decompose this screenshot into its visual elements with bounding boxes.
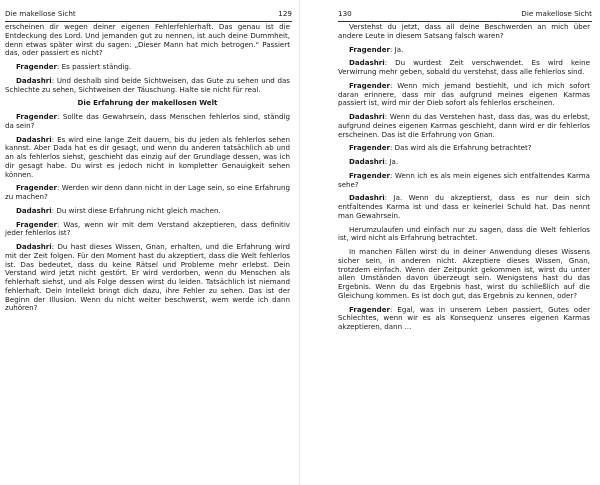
paragraph (338, 248, 590, 301)
paragraph (338, 59, 590, 77)
paragraph-text: : Egal, was in unserem Leben passiert, Gutes oder Schlechtes, wenn wir es als Konsequenz unseres eigenen Karmas akzeptieren, dann … (338, 304, 590, 331)
paragraph (338, 306, 590, 332)
speaker-label: Fragender (349, 80, 391, 90)
speaker-label: Fragender (16, 62, 58, 71)
paragraph (5, 184, 290, 202)
paragraph-text: : Sollte das Gewahrsein, dass Menschen fehlerlos sind, ständig da sein? (5, 112, 290, 130)
speaker-label: Dadashri (349, 157, 385, 166)
speaker-label: Dadashri (16, 75, 52, 85)
paragraph (338, 23, 590, 41)
right-header-title: Die makellose Sicht (521, 9, 592, 18)
paragraph (5, 243, 290, 313)
paragraph-text: : Das wird als die Erfahrung betrachtet? (390, 143, 532, 153)
right-page-number: 130 (338, 9, 352, 18)
paragraph (5, 221, 290, 239)
speaker-label: Fragender (349, 143, 391, 153)
paragraph (5, 63, 290, 72)
section-heading: Die Erfahrung der makellosen Welt (77, 98, 218, 108)
paragraph-text: : Wenn mich jemand bestiehlt, und ich mich sofort daran erinnere, dass mir das aufgrund meines eigenen Karmas passiert ist, wird mir der Dieb sofort als fehlerlos erscheinen. (338, 80, 590, 108)
paragraph-text: erscheinen dir wegen deiner eigenen Fehlerfehlerhaft. Das genau ist die Entdeckung des Lord. Und jemanden gut zu nennen, ist auch deine Dummheit, denn etwas später wirst du sagen: „Dieser Mann hat mich betrogen.“ Passiert das, oder passiert es nicht? (5, 22, 290, 58)
paragraph-text: : Und deshalb sind beide Sichtweisen, das Gute zu sehen und das Schlechte zu sehen, Sichtweisen der Täuschung. Halte sie nicht für real. (5, 75, 290, 94)
paragraph (338, 113, 590, 139)
paragraph (5, 207, 290, 216)
left-header-title: Die makellose Sicht (5, 9, 76, 18)
paragraph-text: : Du hast dieses Wissen, Gnan, erhalten, und die Erfahrung wird mit der Zeit folgen. Für den Moment hast du akzeptiert, dass die Welt fehlerlos ist. Das bedeutet, dass du keine Rätsel und Probleme mehr erlebst. Dein Verstand wird jetzt nicht gestört. Er wird verdorben, wenn du Menschen als fehlerhaft siehst, und als Folge dessen wirst du leiden. Tatsächlich ist niemand fehlerhaft. Dein Intellekt bringt dich dazu, ihre Fehler zu sehen. Das ist der Beginn der Illusion. Wenn du nicht weiter beschwerst, wem werde ich dann zuhören? (5, 242, 290, 313)
left-body-text (5, 23, 290, 318)
paragraph-text: : Ja. (384, 157, 399, 166)
paragraph-text: : Wenn du das Verstehen hast, dass das, was du erlebst, aufgrund deines eigenen Karmas geschieht, dann wird er dir fehlerlos erscheinen. Das ist die Erfahrung von Gnan. (338, 112, 590, 139)
right-body-text (338, 23, 590, 337)
speaker-label: Dadashri (349, 193, 385, 203)
paragraph (338, 158, 590, 167)
paragraph-text: : Es wird eine lange Zeit dauern, bis du jeden als fehlerlos sehen kannst. Aber Dada hat es dir gesagt, und wenn du anderen tatsächlich ab und an als fehlerlos siehst, geschieht das einzig auf der Grundlage dessen, was ich dir gesagt habe. Du wirst es jedoch nicht in kompletter Genauigkeit sehen können. (5, 134, 290, 179)
paragraph-text: In manchen Fällen wirst du in deiner Anwendung dieses Wissens sicher sein, in anderen nicht. Akzeptiere dieses Wissen, Gnan, trotzdem einfach. Wenn der Zeitpunkt gekommen ist, wirst du unter allen Umständen davon überzeugt sein. Wenigstens hast du das Ergebnis. Wenn du das Ergebnis hast, wirst du schließlich auf die Gleichung kommen. Es ist doch gut, das Ergebnis zu kennen, oder? (338, 247, 590, 300)
speaker-label: Fragender (349, 304, 391, 314)
paragraph-text: : Du wirst diese Erfahrung nicht gleich machen. (51, 205, 221, 215)
paragraph-text: : Ja. (390, 44, 404, 54)
left-running-header (5, 8, 292, 20)
speaker-label: Dadashri (16, 205, 52, 215)
paragraph (338, 46, 590, 55)
speaker-label: Fragender (349, 170, 391, 180)
paragraph (338, 226, 590, 244)
paragraph-text: : Ja. Wenn du akzeptierst, dass es nur dein sich entfaltendes Karma ist und dass er keinerlei Schuld hat. Das nennt man Gewahrsein. (338, 193, 590, 220)
left-page-number: 129 (278, 9, 292, 18)
speaker-label: Dadashri (349, 112, 385, 121)
paragraph-text: : Du wurdest Zeit verschwendet. Es wird keine Verwirrung mehr geben, sobald du verstehst, dass alle fehlerlos sind. (338, 58, 590, 76)
paragraph (338, 144, 590, 153)
speaker-label: Dadashri (16, 242, 52, 251)
paragraph-text: Verstehst du jetzt, dass all deine Beschwerden an mich über andere Leute in diesem Satsang falsch waren? (338, 22, 590, 40)
speaker-label: Dadashri (16, 134, 52, 144)
right-page (300, 0, 600, 485)
paragraph-text: : Es passiert ständig. (57, 62, 132, 71)
speaker-label: Dadashri (349, 58, 385, 68)
paragraph-text: : Was, wenn wir mit dem Verstand akzeptieren, dass definitiv jeder fehlerlos ist? (5, 219, 290, 238)
right-running-header (338, 8, 592, 20)
paragraph (338, 82, 590, 108)
paragraph-text: Herumzulaufen und einfach nur zu sagen, dass die Welt fehlerlos ist, wird nicht als Erfahrung betrachtet. (338, 224, 590, 243)
paragraph (5, 77, 290, 95)
paragraph (338, 194, 590, 220)
paragraph (5, 23, 290, 58)
speaker-label: Fragender (349, 44, 391, 54)
speaker-label: Fragender (16, 112, 58, 121)
paragraph-text: : Werden wir denn dann nicht in der Lage sein, so eine Erfahrung zu machen? (5, 183, 290, 201)
paragraph (5, 113, 290, 131)
paragraph (5, 136, 290, 180)
paragraph (338, 172, 590, 190)
speaker-label: Fragender (16, 219, 58, 229)
paragraph-text: : Wenn ich es als mein eigenes sich entfaltendes Karma sehe? (338, 170, 590, 189)
speaker-label: Fragender (16, 183, 58, 193)
